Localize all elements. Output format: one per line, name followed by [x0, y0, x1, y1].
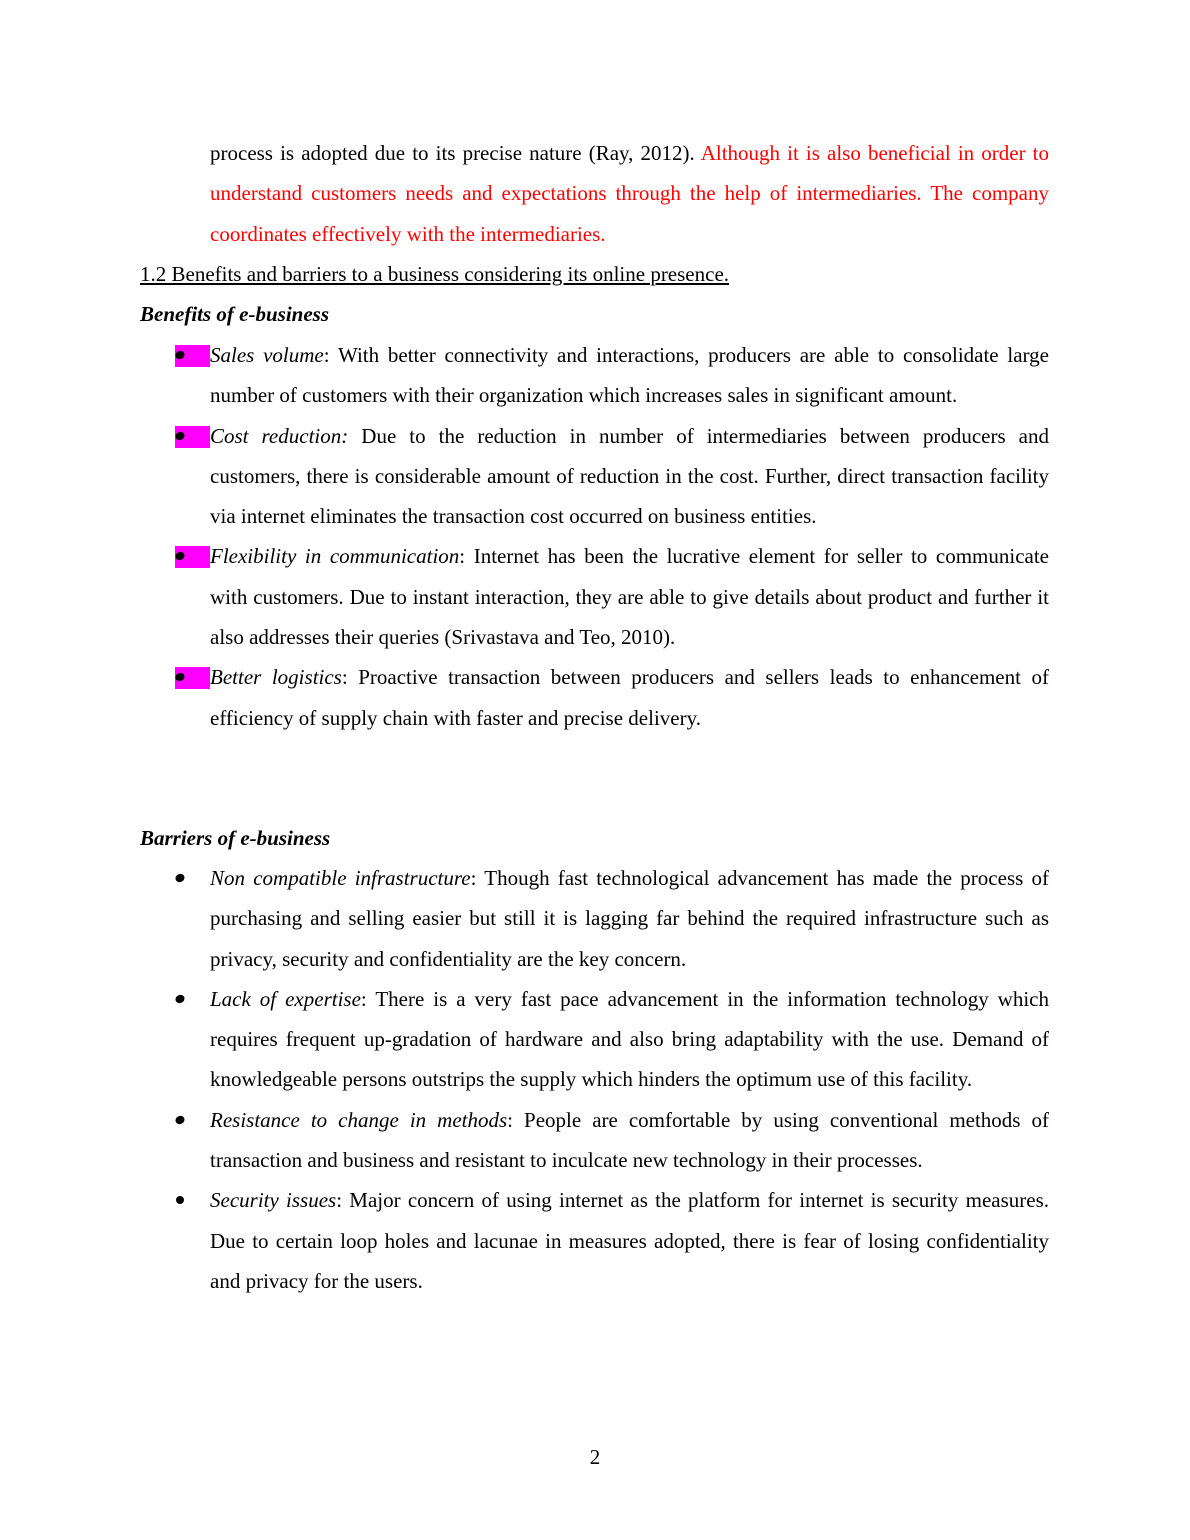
list-item-body: : Major concern of using internet as the platform for internet is security measures. Due to certain loop holes and lacunae in measures adopted, there is fear of losing confidentiality and privacy for the users. — [210, 1188, 1049, 1293]
list-item-text — [210, 536, 1049, 657]
list-item-body: : There is a very fast pace advancement in the information technology which requires frequent up-gradation of hardware and also bring adaptability with the use. Demand of knowledgeable persons outstrips the supply which hinders the optimum use of this facility. — [210, 986, 1049, 1092]
list-item-term: Lack of expertise — [210, 986, 361, 1011]
section-heading: 1.2 Benefits and barriers to a business considering its online presence. — [140, 262, 730, 286]
bullet-icon — [175, 1180, 210, 1220]
list-item — [0, 657, 1190, 738]
list-item — [0, 1100, 1190, 1181]
barriers-list — [0, 858, 1190, 1301]
benefits-heading: Benefits of e-business — [140, 302, 329, 326]
bullet-icon — [175, 657, 210, 697]
revision-highlighted-text: Although it is also beneficial in order to understand customers needs and expectations through the help of intermediaries. The company coordinates effectively with the intermediaries. — [210, 141, 1050, 246]
list-item-term: Sales volume — [210, 343, 324, 367]
list-item — [0, 858, 1190, 979]
continuation-paragraph — [210, 133, 1049, 254]
list-item-text — [210, 657, 1049, 738]
bullet-icon — [175, 416, 210, 456]
list-item — [0, 979, 1190, 1100]
bullet-icon — [175, 1100, 210, 1140]
bullet-icon — [175, 979, 210, 1019]
list-item-term: Better logistics — [210, 665, 342, 690]
benefits-list — [0, 335, 1190, 738]
list-item-body: : Though fast technological advancement has made the process of purchasing and selling easier but still it is lagging far behind the required infrastructure such as privacy, security and confidentiality are the key concern. — [210, 866, 1049, 971]
bullet-icon — [175, 858, 210, 898]
list-item-term: Resistance to change in methods — [210, 1107, 508, 1132]
list-item — [0, 335, 1190, 416]
list-item-text — [210, 416, 1049, 537]
list-item — [0, 416, 1190, 537]
list-item-text — [210, 979, 1049, 1100]
bullet-icon — [175, 335, 210, 375]
list-item-body: : Internet has been the lucrative element for seller to communicate with customers. Due to instant interaction, they are able to give details about product and further it also addresses their queries (Srivastava and Teo, 2010). — [210, 544, 1049, 650]
list-item-term: Flexibility in communication — [210, 544, 460, 569]
list-item-text — [210, 1100, 1049, 1181]
list-item-term: Non compatible infrastructure — [210, 866, 471, 890]
list-item-body: : People are comfortable by using conventional methods of transaction and business and resistant to inculcate new technology in their processes. — [210, 1107, 1049, 1173]
bullet-icon — [175, 536, 210, 576]
list-item — [0, 1180, 1190, 1301]
list-item-term: Security issues — [210, 1188, 337, 1213]
list-item — [0, 536, 1190, 657]
list-item-body: : With better connectivity and interactions, producers are able to consolidate large number of customers with their organization which increases sales in significant amount. — [210, 343, 1049, 408]
list-item-term: Cost reduction: — [210, 423, 349, 448]
page-number: 2 — [589, 1445, 601, 1469]
list-item-text — [210, 335, 1049, 416]
list-item-text — [210, 1180, 1049, 1301]
continuation-text: process is adopted due to its precise nature (Ray, 2012). — [210, 141, 701, 165]
list-item-body: : Proactive transaction between producers and sellers leads to enhancement of efficiency of supply chain with faster and precise delivery. — [210, 665, 1049, 730]
list-item-text — [210, 858, 1049, 979]
barriers-heading: Barriers of e-business — [140, 826, 331, 850]
list-item-body: Due to the reduction in number of intermediaries between producers and customers, there is considerable amount of reduction in the cost. Further, direct transaction facility via internet eliminates the transaction cost occurred on business entities. — [210, 423, 1049, 529]
